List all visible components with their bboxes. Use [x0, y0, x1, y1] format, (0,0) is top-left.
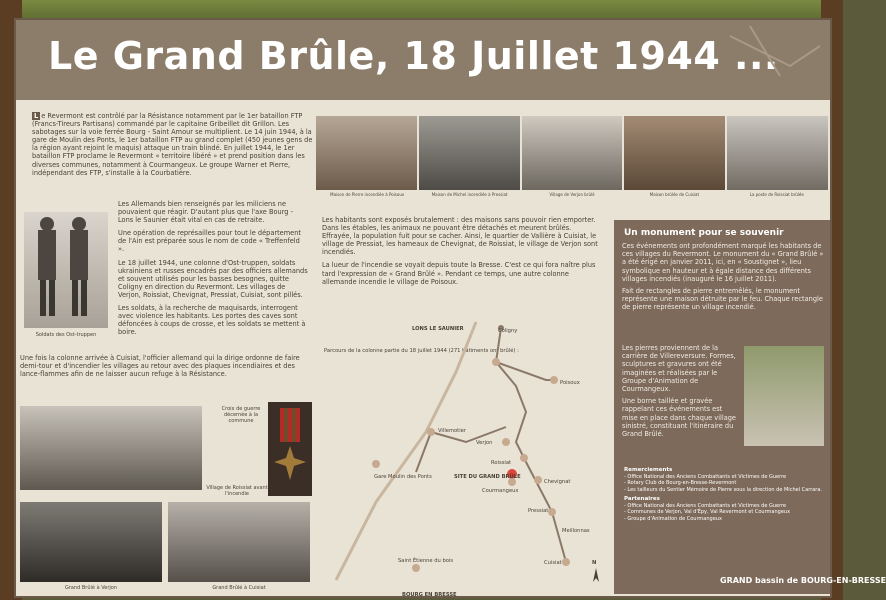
board-header: [16, 20, 830, 100]
village-photo-1: [20, 406, 202, 490]
map-place-lons: LONS LE SAUNIER: [412, 326, 464, 332]
croix-de-guerre-photo: [268, 402, 312, 496]
paragraph: Une fois la colonne arrivée à Cuisiat, l'officier allemand qui la dirige ordonne de faire demi-tour et d'incendier les villages au retour avec des plaques incendiaires et des lance-flammes afin de ne laisser aucun refuge à la Résistance.: [20, 354, 300, 379]
medal-caption: Croix de guerre décernée à la commune: [221, 406, 261, 424]
strip-caption: Maison brûlée de Cuisiat: [649, 192, 700, 197]
thanks-title: Remerciements: [624, 467, 673, 473]
strip-caption: Maison de Pierre incendiée à Poisoux: [330, 192, 405, 197]
paragraph: Les soldats, à la recherche de maquisards, interrogent avec violence les habitants. Les portes des caves sont défoncées à coups de crosse, et les soldats se mettent à boire.: [118, 304, 306, 337]
panel-title: Un monument pour se souvenir: [624, 228, 784, 238]
board-title: Le Grand Brûle, 18 Juillet 1944 ...: [48, 34, 779, 78]
map-place-villemotier: Villemotier: [438, 428, 466, 434]
ruins-photo-3: [522, 116, 623, 190]
partners-list: - Office National des Anciens Combattants et Victimes de Guerre - Communes de Verjon, Val d'Épy, Val Revermont et Courmangeux - Groupe d'Animation de Courmangeux: [624, 502, 791, 522]
column-1-bottom-text: [20, 354, 310, 383]
intro-paragraph: [32, 112, 316, 177]
panel-text-middle: [622, 344, 740, 442]
paragraph: Le 18 juillet 1944, une colonne d'Ost-truppen, soldats ukrainiens et russes encadrés par des officiers allemands et souvent utilisés pour les basses besognes, quitte Coligny en direction du Revermont. Les villages de Verjon, Roissiat, Chevignat, Pressiat, Cuisiat, sont pillés.: [118, 258, 308, 299]
map-place-bourg: BOURG EN BRESSE: [402, 592, 457, 598]
column-1-text: [118, 200, 308, 341]
paragraph: La lueur de l'incendie se voyait depuis toute la Bresse. C'est ce qui fora naître plus tard l'expression de « Grand Brûlé ». Pendant ce temps, une autre colonne allemande incendie le village de Poisoux.: [322, 261, 596, 286]
grand-bassin-logo: GRAND bassin de BOURG-EN-BRESSE: [720, 576, 886, 585]
map-place-roissiat: Roissiat: [491, 460, 512, 466]
paragraph: Les pierres proviennent de la carrière de Villereversure. Formes, sculptures et gravures ont été imaginées et réalisées par le Groupe d'Animation de Courmangeux.: [622, 344, 736, 394]
partners-title: Partenaires: [624, 496, 660, 502]
route-map: [316, 282, 616, 600]
map-place-saint-etienne: Saint Étienne du bois: [398, 558, 454, 564]
intro-text: e Revermont est contrôlé par la Résistance notamment par le 1er bataillon FTP (Francs-Tireurs Partisans) commandé par le capitaine Gribeillet dit Grillon. Les sabotages sur la voie ferrée Bourg - Saint Amour se multiplient. Le 14 juin 1944, à la gare de Moulin des Ponts, le 1er bataillon FTP au grand complet (450 jeunes gens de la région ayant rejoint le maquis) attaque un train blindé. En juillet 1944, le 1er bataillon FTP proclame le Revermont « territoire libéré » et prend position dans les diverses communes, notamment à Courmangeux. Le groupe Warner et Pierre, indépendant des FTP, s'installe à la Courbatière.: [32, 112, 313, 177]
paragraph: Les habitants sont exposés brutalement : des maisons sans pouvoir rien emporter. Dans les étables, les animaux ne pouvant être détachés et meurent brûlés. Effrayée, la population fuit pour se cacher. Ainsi, le quartier de Vallière à Cuisiat, le village de Pressiat, les hameaux de Chevignat, de Roissiat, le village de Verjon sont incendiés.: [322, 216, 598, 257]
map-place-pressiat: Pressiat: [528, 508, 549, 514]
map-place-courmangeux: Courmangeux: [482, 488, 519, 494]
north-arrow-icon: [593, 568, 599, 582]
photo-strip: [316, 116, 828, 190]
paragraph: Une opération de représailles pour tout le département de l'Ain est préparée sous le nom de code « Treffenfeld ».: [118, 229, 301, 254]
paragraph: Fait de rectangles de pierre entremêlés, le monument représente une maison détruite par le feu. Chaque rectangle de pierre représente un village incendié.: [622, 287, 823, 312]
soldiers-photo: [24, 212, 108, 328]
medal-icon: [268, 402, 312, 496]
strip-caption: Maison de Michel incendiée à Pressiat: [431, 192, 508, 197]
village-photo-1-caption: Village de Roissiat avant l'incendie: [206, 485, 268, 497]
strip-caption: La poste de Roissiat brûlée: [749, 192, 804, 197]
information-board: [14, 18, 886, 598]
monument-photo: [744, 346, 824, 446]
village-photo-2-caption: Grand Brûlé à Verjon: [64, 585, 118, 591]
map-place-cuisiat: Cuisiat: [544, 560, 562, 566]
north-arrow-label: N: [592, 560, 597, 566]
map-place-meillonnas: Meillonnas: [562, 528, 590, 534]
thanks-list: - Office National des Anciens Combattants et Victimes de Guerre - Rotary Club de Bourg-en-Bresse-Revermont - Les tailleurs du Sentier Mémoire de Pierre sous la direction de Michel Carrara.: [624, 473, 823, 493]
paragraph: Ces événements ont profondément marqué les habitants de ces villages du Revermont. Le monument du « Grand Brûlé » a été érigé en janvier 2011, ici, en « Soustignet », lieu symbolique en hauteur et à égale distance des différents villages incendiés (inauguré le 16 juillet 2011).: [622, 242, 824, 283]
map-place-chevignat: Chevignat: [544, 479, 571, 485]
strip-caption: Village de Verjon brûlé: [549, 192, 595, 197]
village-photo-3-caption: Grand Brûlé à Cuisiat: [212, 585, 266, 591]
column-2-text: [322, 216, 602, 291]
map-place-site: SITE DU GRAND BRÛLE: [454, 474, 521, 480]
ruins-photo-2: [419, 116, 520, 190]
map-place-verjon: Verjon: [476, 440, 493, 446]
ruins-photo-4: [624, 116, 725, 190]
map-place-coligny: Coligny: [498, 328, 518, 334]
ruins-photo-5: [727, 116, 828, 190]
village-photo-2: [20, 502, 162, 582]
map-note: Parcours de la colonne partie du 18 juillet 1944 (271 bâtiments ont brûlé) :: [324, 348, 519, 354]
village-photo-3: [168, 502, 310, 582]
map-place-poisoux: Poisoux: [560, 380, 580, 386]
paragraph: Une borne taillée et gravée rappelant ces événements est mise en place dans chaque village sinistré, constituant l'itinéraire du Grand Brûlé.: [622, 397, 736, 439]
soldiers-silhouette-icon: [24, 212, 108, 328]
soldiers-caption: Soldats des Ost-truppen: [35, 332, 97, 338]
monument-panel: [614, 220, 886, 594]
paragraph: Les Allemands bien renseignés par les miliciens ne pouvaient que réagir. D'autant plus que l'axe Bourg - Lons le Saunier était vital en cas de retraite.: [118, 200, 293, 225]
photo-strip-captions: [316, 192, 828, 197]
decorative-lines-icon: [730, 26, 820, 86]
map-place-gare: Gare Moulin des Ponts: [374, 474, 432, 480]
panel-text-top: [622, 242, 824, 316]
ruins-photo-1: [316, 116, 417, 190]
credits: [624, 464, 824, 522]
dropcap: L: [34, 112, 39, 120]
